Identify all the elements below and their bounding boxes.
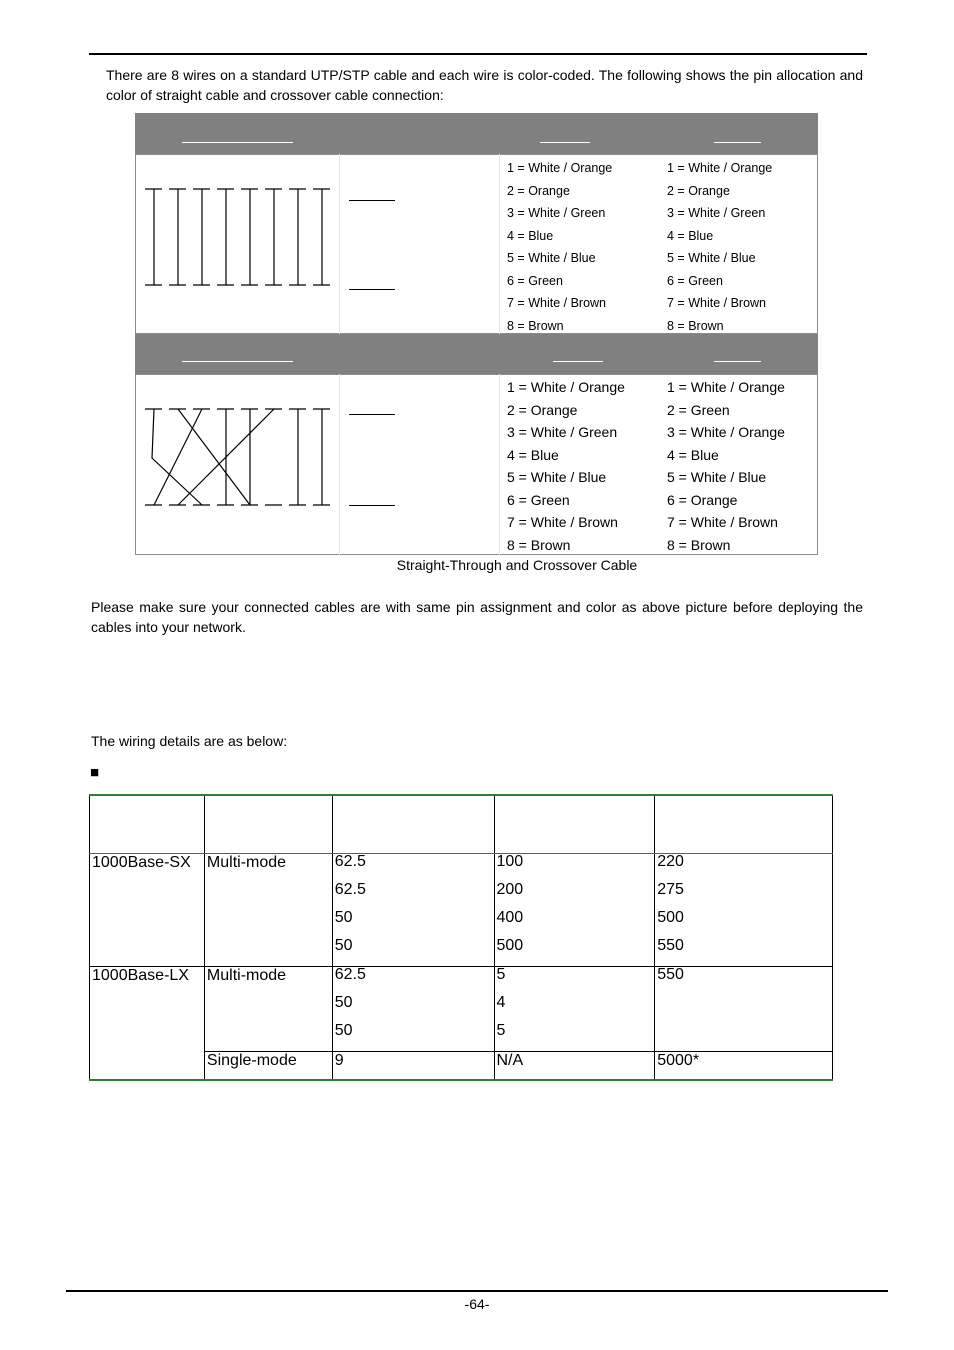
crossover-header-bar (135, 334, 818, 374)
list-item: 5 = White / Blue (507, 251, 596, 265)
list-item: 7 = White / Brown (507, 514, 618, 530)
distance-cell: 220 275 500 550 (655, 853, 833, 966)
list-item: 1 = White / Orange (507, 379, 625, 395)
list-item: 6 = Green (507, 491, 570, 508)
list-item: 3 = White / Green (507, 424, 618, 440)
bandwidth-cell: 5 4 5 (494, 966, 655, 1051)
standard-cell: 1000Base-SX (90, 853, 205, 966)
core-cell: 62.5 62.5 50 50 (332, 853, 494, 966)
fiber-wiring-table (89, 794, 833, 1081)
list-item: 3 = White / Green (507, 206, 606, 220)
list-item: 4 = Blue (507, 446, 559, 463)
figure-caption: Straight-Through and Crossover Cable (396, 557, 638, 573)
list-item: 2 = Orange (507, 401, 578, 418)
page-number: -64- (464, 1296, 490, 1312)
crossover-side-b-list (667, 376, 785, 556)
list-item: 8 = Brown (507, 536, 571, 553)
crossover-side-a-mark (349, 414, 395, 415)
crossover-side-b-mark (349, 505, 395, 506)
mode-cell: Multi-mode (204, 966, 332, 1051)
wiring-intro: The wiring details are as below: (91, 733, 288, 749)
list-item: 6 = Green (667, 273, 723, 288)
bandwidth-cell: N/A (494, 1051, 655, 1080)
list-item: 5 = White / Blue (667, 469, 767, 485)
list-item: 1 = White / Orange (667, 161, 773, 175)
straight-side-a-mark (349, 200, 395, 201)
table-row (90, 853, 833, 966)
list-item: 8 = Brown (667, 536, 731, 553)
list-item: 7 = White / Brown (507, 296, 606, 310)
list-item: 3 = White / Orange (667, 424, 785, 440)
bullet-square: ■ (90, 764, 100, 781)
list-item: 5 = White / Blue (507, 469, 607, 485)
list-item: 4 = Blue (667, 446, 719, 463)
list-item: 1 = White / Orange (667, 379, 785, 395)
list-item: 2 = Green (667, 401, 730, 418)
straight-side-b-list (667, 157, 772, 337)
list-item: 8 = Brown (667, 318, 724, 333)
mode-cell: Single-mode (204, 1051, 332, 1080)
straight-side-b-mark (349, 289, 395, 290)
list-item: 4 = Blue (507, 228, 554, 243)
crossover-side-a-list (507, 376, 625, 556)
list-item: 1 = White / Orange (507, 161, 613, 175)
standard-cell: 1000Base-LX (90, 966, 205, 1080)
intro-paragraph: There are 8 wires on a standard UTP/STP cable and each wire is color-coded. The following shows the pin allocation and color of straight cable and crossover cable connection: (106, 67, 863, 103)
core-cell: 62.5 50 50 (332, 966, 494, 1051)
list-item: 6 = Green (507, 273, 563, 288)
list-item: 2 = Orange (507, 183, 570, 198)
distance-cell: 550 (655, 966, 833, 1051)
straight-side-a-list (507, 157, 612, 337)
straight-header-bar (135, 113, 818, 154)
mode-cell: Multi-mode (204, 853, 332, 966)
table-row (90, 966, 833, 1051)
list-item: 8 = Brown (507, 318, 564, 333)
crossover-wiring-diagram (140, 400, 340, 515)
list-item: 4 = Blue (667, 228, 714, 243)
list-item: 7 = White / Brown (667, 296, 766, 310)
table-header-row (90, 795, 833, 853)
header-rule (89, 53, 867, 55)
footer-rule (66, 1290, 888, 1292)
list-item: 7 = White / Brown (667, 514, 778, 530)
list-item: 5 = White / Blue (667, 251, 756, 265)
straight-wiring-diagram (140, 180, 340, 295)
distance-cell: 5000* (655, 1051, 833, 1080)
note-paragraph: Please make sure your connected cables are with same pin assignment and color as above picture before deploying the cables into your network. (91, 599, 863, 635)
list-item: 2 = Orange (667, 183, 730, 198)
list-item: 3 = White / Green (667, 206, 766, 220)
bandwidth-cell: 100 200 400 500 (494, 853, 655, 966)
core-cell: 9 (332, 1051, 494, 1080)
list-item: 6 = Orange (667, 491, 738, 508)
